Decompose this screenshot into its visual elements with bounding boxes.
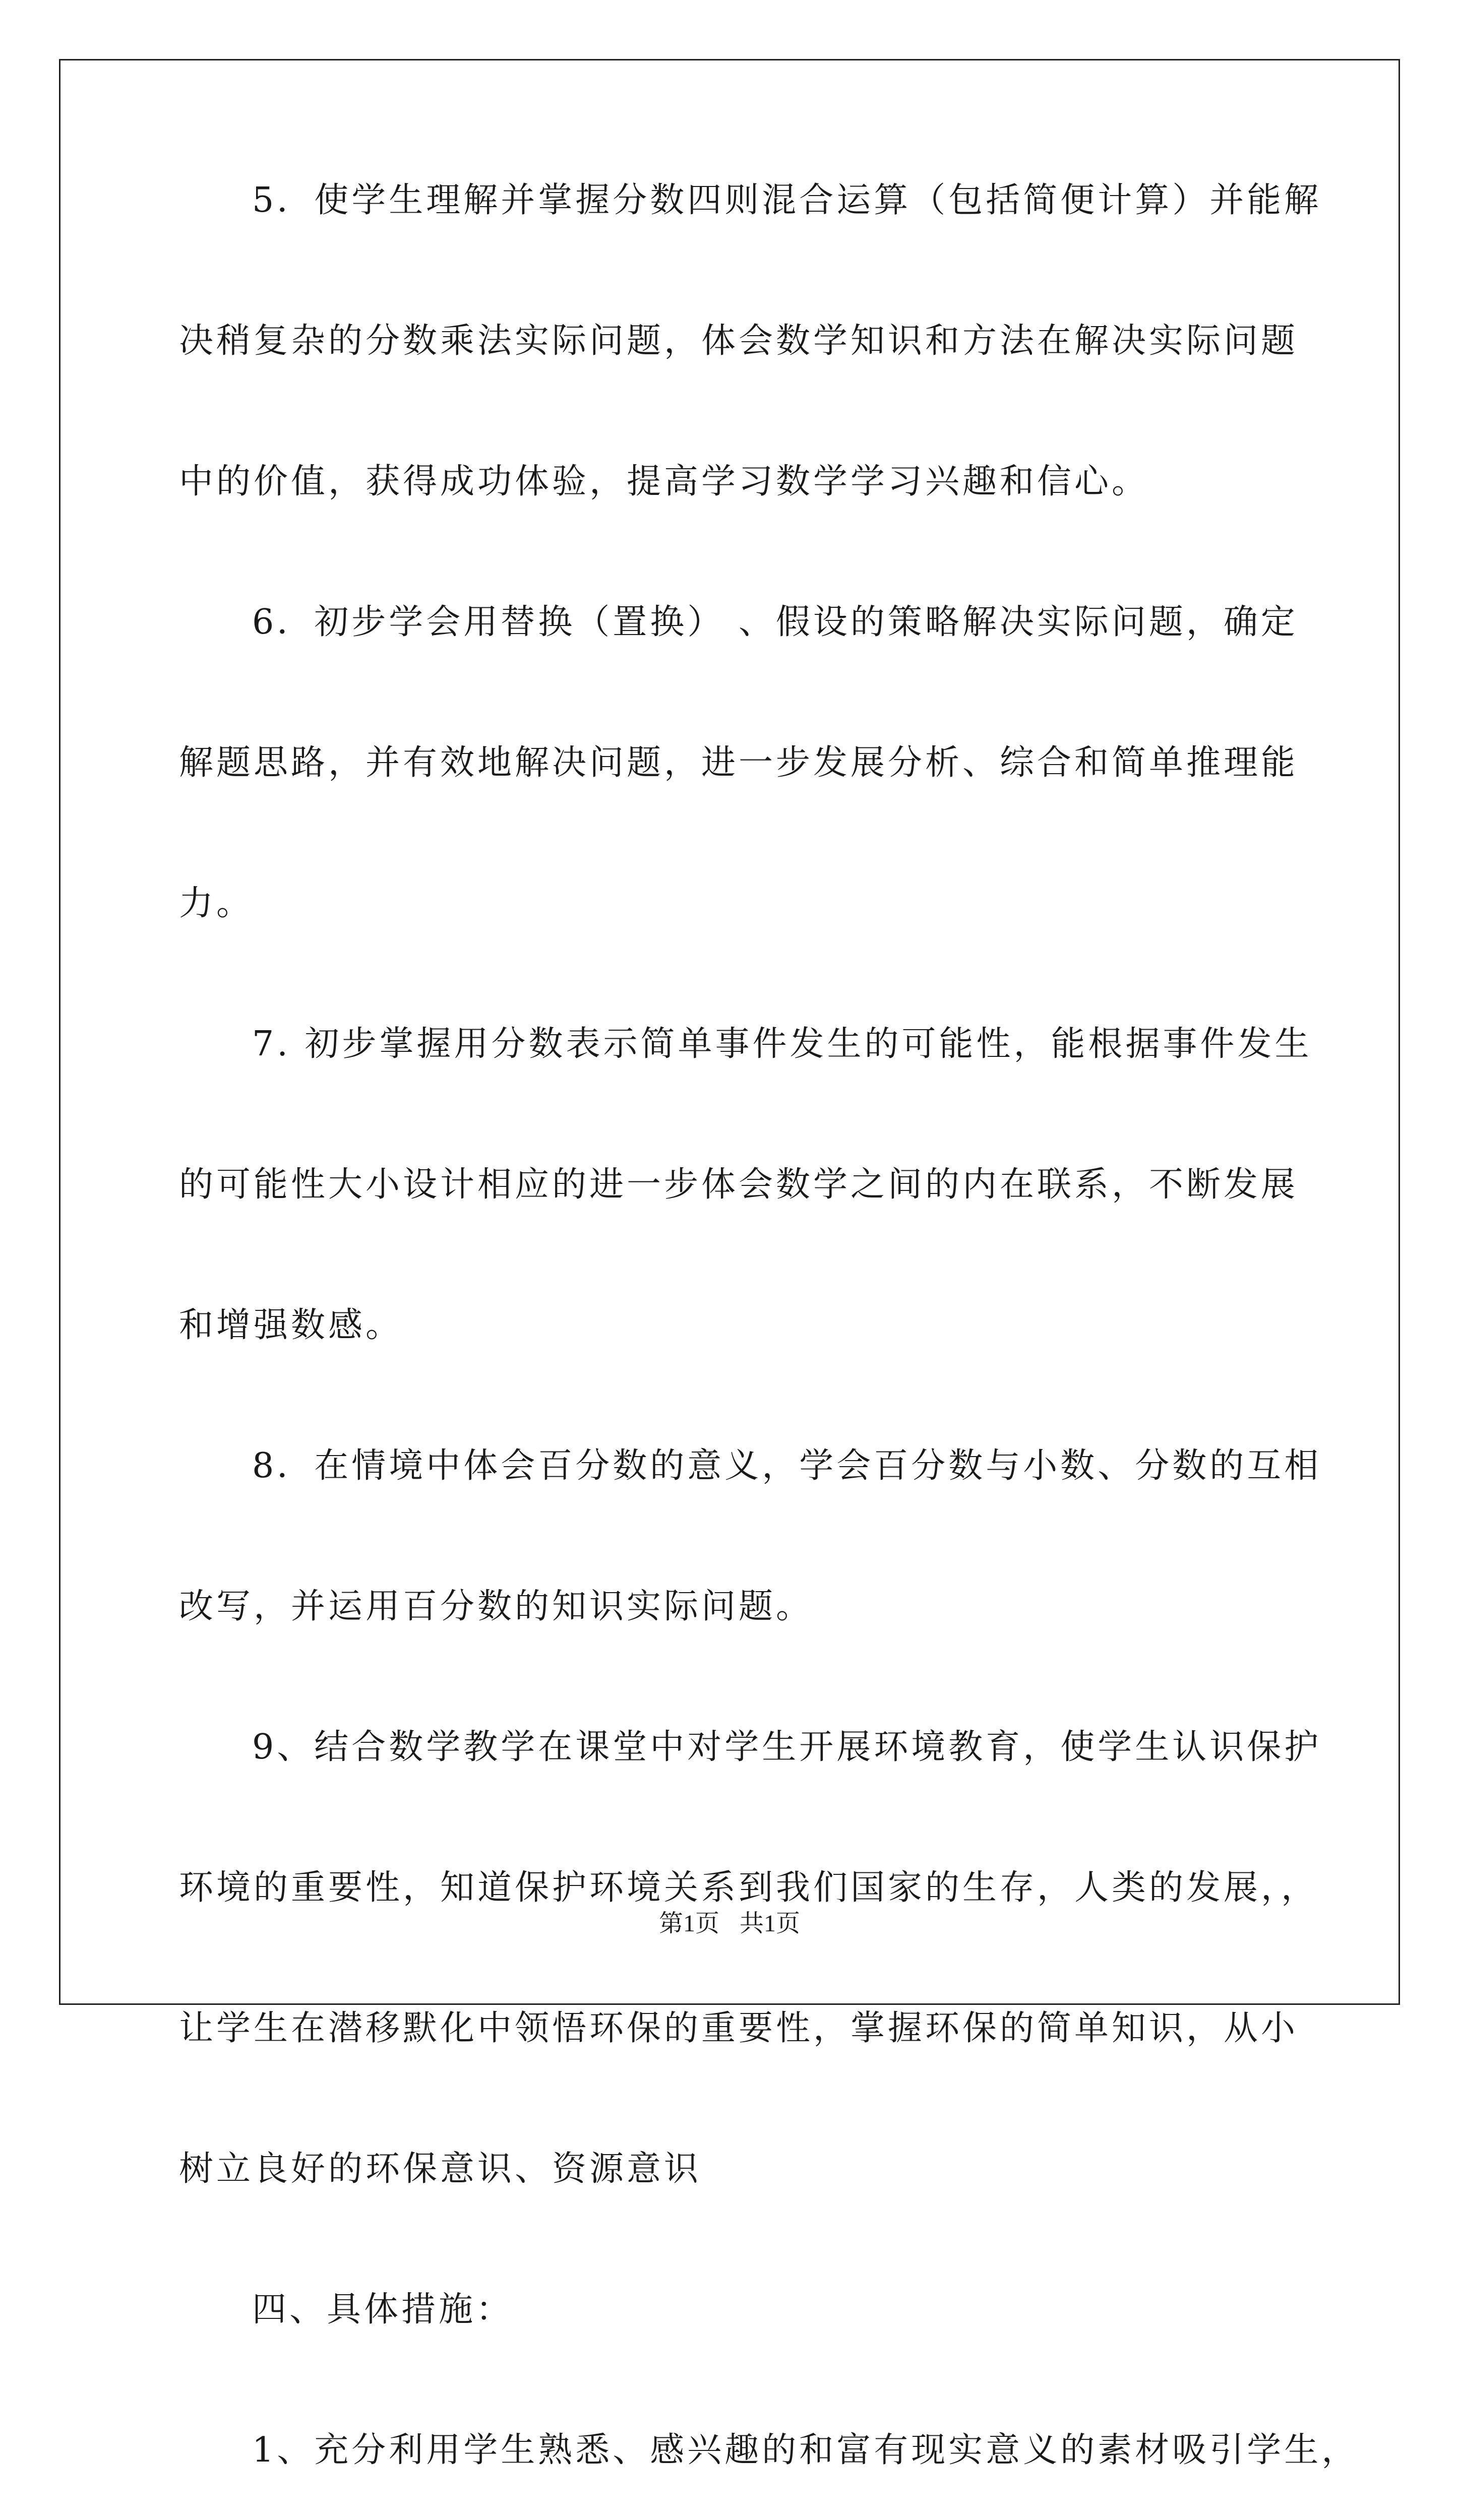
text-line: 决稍复杂的分数乘法实际问题，体会数学知识和方法在解决实际问题 [179,321,1299,361]
text-line: 5．使学生理解并掌握分数四则混合运算（包括简便计算）并能解 [252,180,1322,220]
text-line: 改写，并运用百分数的知识实际问题。 [179,1587,814,1626]
text-line: 6．初步学会用替换（置换） 、假设的策略解决实际问题，确定 [252,602,1298,642]
text-line: 解题思路，并有效地解决问题，进一步发展分析、综合和简单推理能 [179,743,1299,783]
text-line: 让学生在潜移默化中领悟环保的重要性，掌握环保的简单知识，从小 [179,2008,1299,2048]
text-line: 中的价值，获得成功体验，提高学习数学学习兴趣和信心。 [179,462,1149,501]
text-line: 环境的重要性，知道保护环境关系到我们国家的生存，人类的发展，， [179,1868,1319,1908]
text-line: 9、结合数学教学在课堂中对学生开展环境教育，使学生认识保护 [252,1727,1322,1767]
document-body [179,179,1359,2520]
text-line: 7. 初步掌握用分数表示简单事件发生的可能性，能根据事件发生 [252,1024,1312,1064]
page-number-current: 第1页 [658,1910,719,1937]
text-line: 1、充分利用学生熟悉、感兴趣的和富有现实意义的素材吸引学生， [252,2430,1359,2470]
page-number-total: 共1页 [740,1910,801,1937]
text-line: 和增强数感。 [179,1305,403,1345]
text-line: 树立良好的环保意识、资源意识 [179,2149,702,2189]
page-footer [0,1909,1459,1939]
text-line: 的可能性大小设计相应的进一步体会数学之间的内在联系，不断发展 [179,1165,1299,1205]
section-heading: 四、具体措施： [252,2290,514,2329]
text-line: 8．在情境中体会百分数的意义，学会百分数与小数、分数的互相 [252,1446,1322,1486]
text-line: 力。 [179,884,254,923]
